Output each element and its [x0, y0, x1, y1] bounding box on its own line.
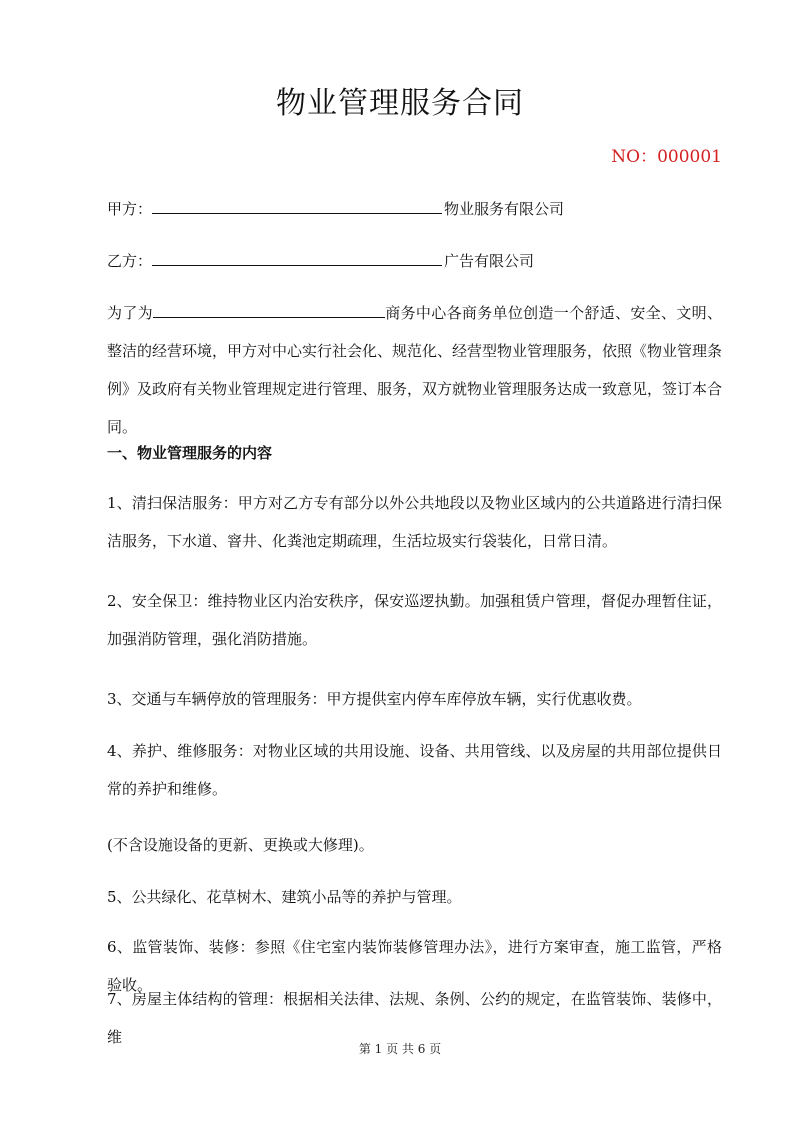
list-item: 2、安全保卫：维持物业区内治安秩序，保安巡逻执勤。加强租赁户管理，督促办理暂住证，加强消防管理，强化消防措施。 [107, 592, 722, 648]
intro-paragraph [107, 294, 722, 446]
document-title: 物业管理服务合同 [276, 86, 524, 121]
intro-prefix: 为了为 [107, 304, 153, 322]
party-b-line [107, 250, 534, 271]
intro-text: 商务中心各商务单位创造一个舒适、安全、文明、整洁的经营环境，甲方对中心实行社会化、规范化、经营型物业管理服务，依照《物业管理条例》及政府有关物业管理规定进行管理、服务，双方就物业管理服务达成一致意见，签订本合同。 [107, 304, 723, 436]
page-footer: 第 1 页 共 6 页 [358, 1042, 442, 1056]
list-item: 4、养护、维修服务：对物业区域的共用设施、设备、共用管线、以及房屋的共用部位提供日常的养护和维修。 [107, 742, 722, 798]
section-heading: 一、物业管理服务的内容 [107, 444, 273, 462]
list-item: 7、房屋主体结构的管理：根据相关法律、法规、条例、公约的规定，在监管装饰、装修中，维 [107, 990, 722, 1046]
party-b-suffix: 广告有限公司 [444, 252, 535, 270]
list-item: 1、清扫保洁服务：甲方对乙方专有部分以外公共地段以及物业区域内的公共道路进行清扫保洁服务，下水道、窨井、化粪池定期疏理，生活垃圾实行袋装化，日常日清。 [107, 494, 722, 550]
party-a-blank [152, 199, 442, 214]
list-item: 5、公共绿化、花草树木、建筑小品等的养护与管理。 [107, 888, 462, 906]
list-item: 6、监管装饰、装修：参照《住宅室内装饰装修管理办法》，进行方案审查，施工监管，严格验收。 [107, 938, 722, 994]
party-a-suffix: 物业服务有限公司 [444, 200, 565, 218]
party-a-line [107, 198, 564, 219]
intro-blank [153, 303, 385, 318]
list-item: (不含设施设备的更新、更换或大修理)。 [107, 836, 374, 854]
party-b-blank [152, 251, 442, 266]
list-item: 3、交通与车辆停放的管理服务：甲方提供室内停车库停放车辆，实行优惠收费。 [107, 690, 642, 708]
contract-number: NO：000001 [611, 147, 722, 167]
party-a-label: 甲方： [107, 200, 153, 218]
party-b-label: 乙方： [107, 252, 153, 270]
